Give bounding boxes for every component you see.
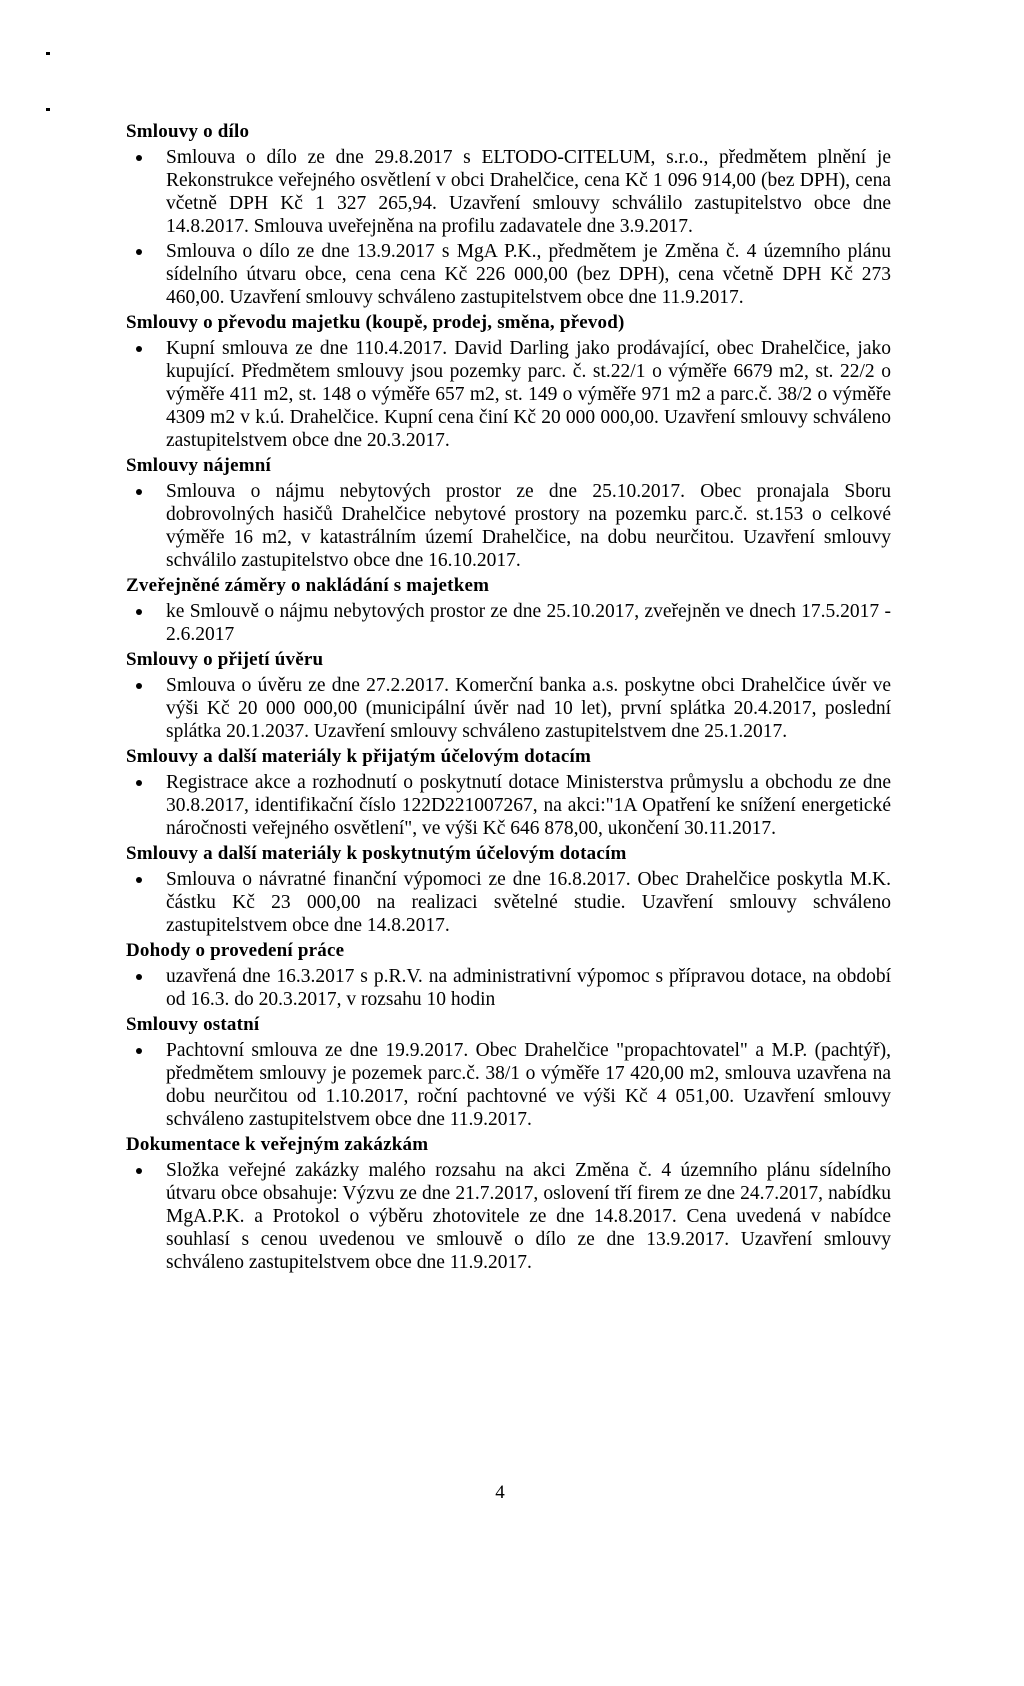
section-item-list: [126, 1159, 891, 1274]
section-item-list: [126, 674, 891, 743]
section-heading: Zveřejněné záměry o nakládání s majetkem: [126, 575, 490, 596]
section-item-list: [126, 600, 891, 646]
list-item: [126, 337, 891, 452]
bullet-icon: [136, 877, 142, 883]
list-item-text: Registrace akce a rozhodnutí o poskytnutí dotace Ministerstva průmyslu a obchodu ze dne 30.8.2017, identifikační číslo 122D221007267, na akci:"1A Opatření ke snížení energetické náročnosti veřejného osvětlení", ve výši Kč 646 878,00, ukončení 30.11.2017.: [166, 772, 891, 839]
document-section: [126, 574, 891, 646]
list-item: [126, 868, 891, 937]
document-section: [126, 454, 891, 572]
list-item-text: Smlouva o nájmu nebytových prostor ze dne 25.10.2017. Obec pronajala Sboru dobrovolných hasičů Drahelčice nebytové prostory na pozemku parc.č. st.153 o celkové výměře 16 m2, v katastrálním území Drahelčice, na dobu neurčitou. Uzavření smlouvy schválilo zastupitelstvo obce dne 16.10.2017.: [166, 481, 891, 571]
list-item: [126, 600, 891, 646]
bullet-icon: [136, 346, 142, 352]
document-section: [126, 939, 891, 1011]
list-item: [126, 1159, 891, 1274]
bullet-icon: [136, 683, 142, 689]
section-heading: Dokumentace k veřejným zakázkám: [126, 1134, 429, 1155]
bullet-icon: [136, 155, 142, 161]
list-item: [126, 240, 891, 309]
section-heading: Smlouvy o převodu majetku (koupě, prodej, směna, převod): [126, 312, 625, 333]
section-item-list: [126, 337, 891, 452]
list-item-text: Kupní smlouva ze dne 110.4.2017. David Darling jako prodávající, obec Drahelčice, jako kupující. Předmětem smlouvy jsou pozemky parc. č. st.22/1 o výměře 6679 m2, st. 22/2 o výměře 411 m2, st. 148 o výměře 657 m2, st. 149 o výměře 971 m2 a parc.č. 38/2 o výměře 4309 m2 v k.ú. Drahelčice. Kupní cena činí Kč 20 000 000,00. Uzavření smlouvy schváleno zastupitelstvem obce dne 20.3.2017.: [166, 338, 891, 451]
bullet-icon: [136, 489, 142, 495]
section-heading: Smlouvy o dílo: [126, 121, 250, 142]
section-item-list: [126, 965, 891, 1011]
section-heading: Smlouvy o přijetí úvěru: [126, 649, 324, 670]
list-item-text: ke Smlouvě o nájmu nebytových prostor ze dne 25.10.2017, zveřejněn ve dnech 17.5.2017 - 2.6.2017: [166, 601, 891, 645]
section-heading: Smlouvy a další materiály k poskytnutým účelovým dotacím: [126, 843, 627, 864]
bullet-icon: [136, 249, 142, 255]
list-item: [126, 480, 891, 572]
page-number: 4: [495, 1482, 505, 1503]
list-item: [126, 1039, 891, 1131]
section-item-list: [126, 146, 891, 309]
section-item-list: [126, 868, 891, 937]
list-item: [126, 965, 891, 1011]
bullet-icon: [136, 1048, 142, 1054]
list-item-text: Smlouva o dílo ze dne 13.9.2017 s MgA P.K., předmětem je Změna č. 4 územního plánu sídelního útvaru obce, cena cena Kč 226 000,00 (bez DPH), cena včetně DPH Kč 273 460,00. Uzavření smlouvy schváleno zastupitelstvem obce dne 11.9.2017.: [166, 241, 891, 308]
document-section: [126, 120, 891, 309]
scan-speck: [46, 108, 50, 111]
section-item-list: [126, 1039, 891, 1131]
section-heading: Smlouvy ostatní: [126, 1014, 260, 1035]
list-item-text: Smlouva o návratné finanční výpomoci ze dne 16.8.2017. Obec Drahelčice poskytla M.K. částku Kč 23 000,00 na realizaci světelné studie. Uzavření smlouvy schváleno zastupitelstvem obce dne 14.8.2017.: [166, 869, 891, 936]
document-content: [126, 120, 891, 1276]
list-item: [126, 674, 891, 743]
document-section: [126, 648, 891, 743]
bullet-icon: [136, 609, 142, 615]
scan-speck: [46, 52, 50, 55]
list-item: [126, 146, 891, 238]
document-section: [126, 1013, 891, 1131]
document-section: [126, 842, 891, 937]
list-item-text: Smlouva o úvěru ze dne 27.2.2017. Komerční banka a.s. poskytne obci Drahelčice úvěr ve výši Kč 20 000 000,00 (municipální úvěr nad 10 let), první splátka 20.4.2017, poslední splátka 20.1.2037. Uzavření smlouvy schváleno zastupitelstvem dne 25.1.2017.: [166, 675, 891, 742]
bullet-icon: [136, 780, 142, 786]
document-section: [126, 745, 891, 840]
list-item-text: Pachtovní smlouva ze dne 19.9.2017. Obec Drahelčice "propachtovatel" a M.P. (pachtýř), předmětem smlouvy je pozemek parc.č. 38/1 o výměře 17 420,00 m2, smlouva uzavřena na dobu neurčitou od 1.10.2017, roční pachtovné ve výši Kč 4 051,00. Uzavření smlouvy schváleno zastupitelstvem obce dne 11.9.2017.: [166, 1040, 891, 1130]
list-item-text: uzavřená dne 16.3.2017 s p.R.V. na administrativní výpomoc s přípravou dotace, na období od 16.3. do 20.3.2017, v rozsahu 10 hodin: [166, 966, 891, 1010]
list-item-text: Složka veřejné zakázky malého rozsahu na akci Změna č. 4 územního plánu sídelního útvaru obce obsahuje: Výzvu ze dne 21.7.2017, oslovení tří firem ze dne 24.7.2017, nabídku MgA.P.K. a Protokol o výběru zhotovitele ze dne 14.8.2017. Cena uvedená v nabídce souhlasí s cenou uvedenou ve smlouvě o dílo ze dne 13.9.2017. Uzavření smlouvy schváleno zastupitelstvem obce dne 11.9.2017.: [166, 1160, 891, 1273]
document-section: [126, 311, 891, 452]
section-heading: Smlouvy a další materiály k přijatým účelovým dotacím: [126, 746, 591, 767]
list-item: [126, 771, 891, 840]
bullet-icon: [136, 974, 142, 980]
list-item-text: Smlouva o dílo ze dne 29.8.2017 s ELTODO-CITELUM, s.r.o., předmětem plnění je Rekonstrukce veřejného osvětlení v obci Drahelčice, cena Kč 1 096 914,00 (bez DPH), cena včetně DPH Kč 1 327 265,94. Uzavření smlouvy schválilo zastupitelstvo obce dne 14.8.2017. Smlouva uveřejněna na profilu zadavatele dne 3.9.2017.: [166, 147, 891, 237]
section-item-list: [126, 480, 891, 572]
document-section: [126, 1133, 891, 1274]
section-heading: Dohody o provedení práce: [126, 940, 345, 961]
section-heading: Smlouvy nájemní: [126, 455, 271, 476]
section-item-list: [126, 771, 891, 840]
bullet-icon: [136, 1168, 142, 1174]
